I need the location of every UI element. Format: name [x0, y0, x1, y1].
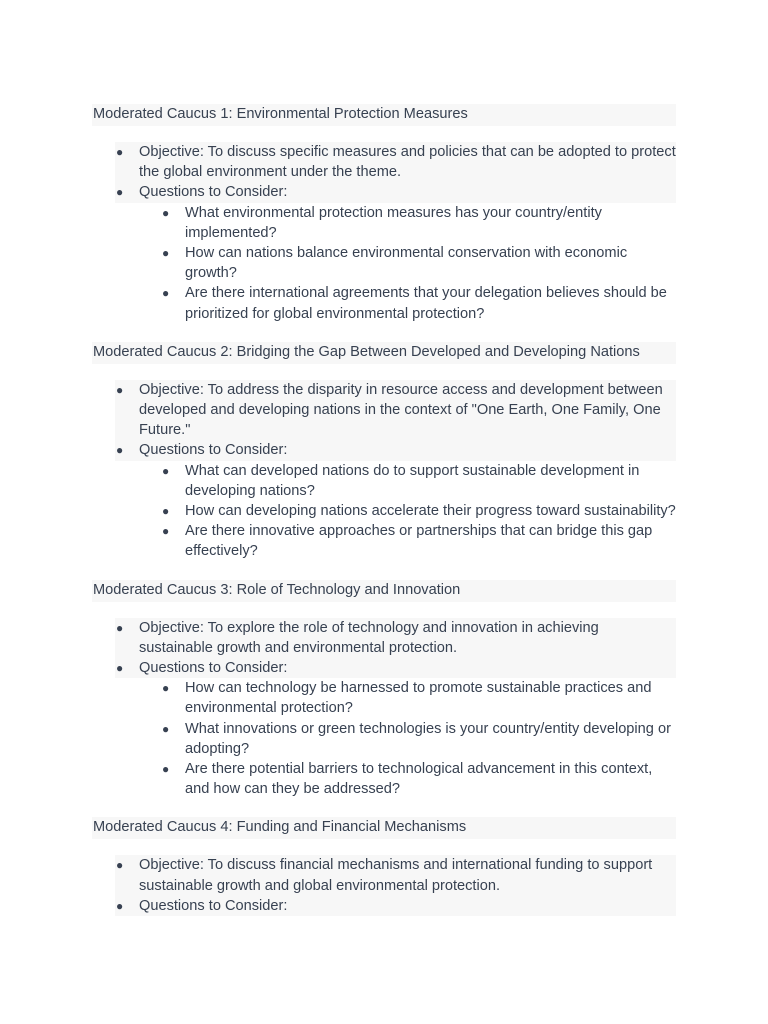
- questions-label: Questions to Consider:: [115, 440, 676, 460]
- question-text: How can technology be harnessed to promote sustainable practices and environmental protection?: [185, 680, 652, 717]
- objective-text: Objective: To address the disparity in resource access and development between developed and developing nations in the context of "One Earth, One Family, One Future.": [115, 380, 676, 441]
- objective-text: Objective: To discuss specific measures and policies that can be adopted to protect the global environment under the theme.: [115, 142, 676, 182]
- section-heading: Moderated Caucus 2: Bridging the Gap Between Developed and Developing Nations: [92, 342, 676, 364]
- questions-list: [92, 461, 676, 562]
- question-item: [92, 243, 676, 283]
- questions-item: [92, 182, 676, 202]
- bullet-icon: ●: [162, 286, 170, 301]
- questions-list: [92, 203, 676, 324]
- caucus-section-3: [92, 580, 676, 800]
- question-text: Are there international agreements that your delegation believes should be prioritized for global environmental protection?: [185, 285, 667, 322]
- section-list: [92, 380, 676, 461]
- question-text: How can nations balance environmental conservation with economic growth?: [185, 245, 628, 282]
- questions-label: Questions to Consider:: [115, 896, 676, 916]
- question-text: How can developing nations accelerate their progress toward sustainability?: [185, 503, 676, 520]
- caucus-section-4: [92, 817, 676, 916]
- objective-item: [92, 855, 676, 895]
- question-item: [92, 283, 676, 323]
- bullet-icon: ●: [162, 246, 170, 261]
- objective-text: Objective: To discuss financial mechanisms and international funding to support sustainable growth and global environmental protection.: [115, 855, 676, 895]
- document-page: [92, 104, 676, 916]
- question-item: [92, 501, 676, 521]
- objective-item: [92, 618, 676, 658]
- questions-label: Questions to Consider:: [115, 658, 676, 678]
- bullet-icon: ●: [162, 463, 170, 478]
- bullet-icon: ●: [116, 898, 124, 913]
- questions-item: [92, 440, 676, 460]
- question-text: What can developed nations do to support sustainable development in developing nations?: [185, 462, 640, 499]
- question-item: [92, 678, 676, 718]
- section-heading: Moderated Caucus 3: Role of Technology and Innovation: [92, 580, 676, 602]
- questions-label: Questions to Consider:: [115, 182, 676, 202]
- bullet-icon: ●: [162, 762, 170, 777]
- question-text: What innovations or green technologies is your country/entity developing or adopting?: [185, 720, 671, 757]
- bullet-icon: ●: [116, 382, 124, 397]
- bullet-icon: ●: [162, 205, 170, 220]
- bullet-icon: ●: [116, 858, 124, 873]
- question-item: [92, 759, 676, 799]
- objective-text: Objective: To explore the role of technology and innovation in achieving sustainable growth and environmental protection.: [115, 618, 676, 658]
- bullet-icon: ●: [116, 443, 124, 458]
- question-item: [92, 521, 676, 561]
- questions-item: [92, 658, 676, 678]
- bullet-icon: ●: [116, 185, 124, 200]
- bullet-icon: ●: [116, 620, 124, 635]
- question-text: Are there innovative approaches or partnerships that can bridge this gap effectively?: [185, 523, 653, 560]
- section-heading: Moderated Caucus 1: Environmental Protection Measures: [92, 104, 676, 126]
- bullet-icon: ●: [162, 504, 170, 519]
- section-list: [92, 855, 676, 916]
- questions-item: [92, 896, 676, 916]
- question-item: [92, 719, 676, 759]
- question-item: [92, 461, 676, 501]
- section-heading: Moderated Caucus 4: Funding and Financial Mechanisms: [92, 817, 676, 839]
- questions-list: [92, 678, 676, 799]
- bullet-icon: ●: [116, 661, 124, 676]
- question-item: [92, 203, 676, 243]
- bullet-icon: ●: [162, 721, 170, 736]
- objective-item: [92, 142, 676, 182]
- bullet-icon: ●: [162, 681, 170, 696]
- caucus-section-1: [92, 104, 676, 324]
- section-list: [92, 142, 676, 203]
- question-text: What environmental protection measures has your country/entity implemented?: [185, 204, 602, 241]
- bullet-icon: ●: [162, 524, 170, 539]
- objective-item: [92, 380, 676, 441]
- bullet-icon: ●: [116, 145, 124, 159]
- caucus-section-2: [92, 342, 676, 562]
- section-list: [92, 618, 676, 679]
- question-text: Are there potential barriers to technological advancement in this context, and how can they be addressed?: [185, 761, 653, 798]
